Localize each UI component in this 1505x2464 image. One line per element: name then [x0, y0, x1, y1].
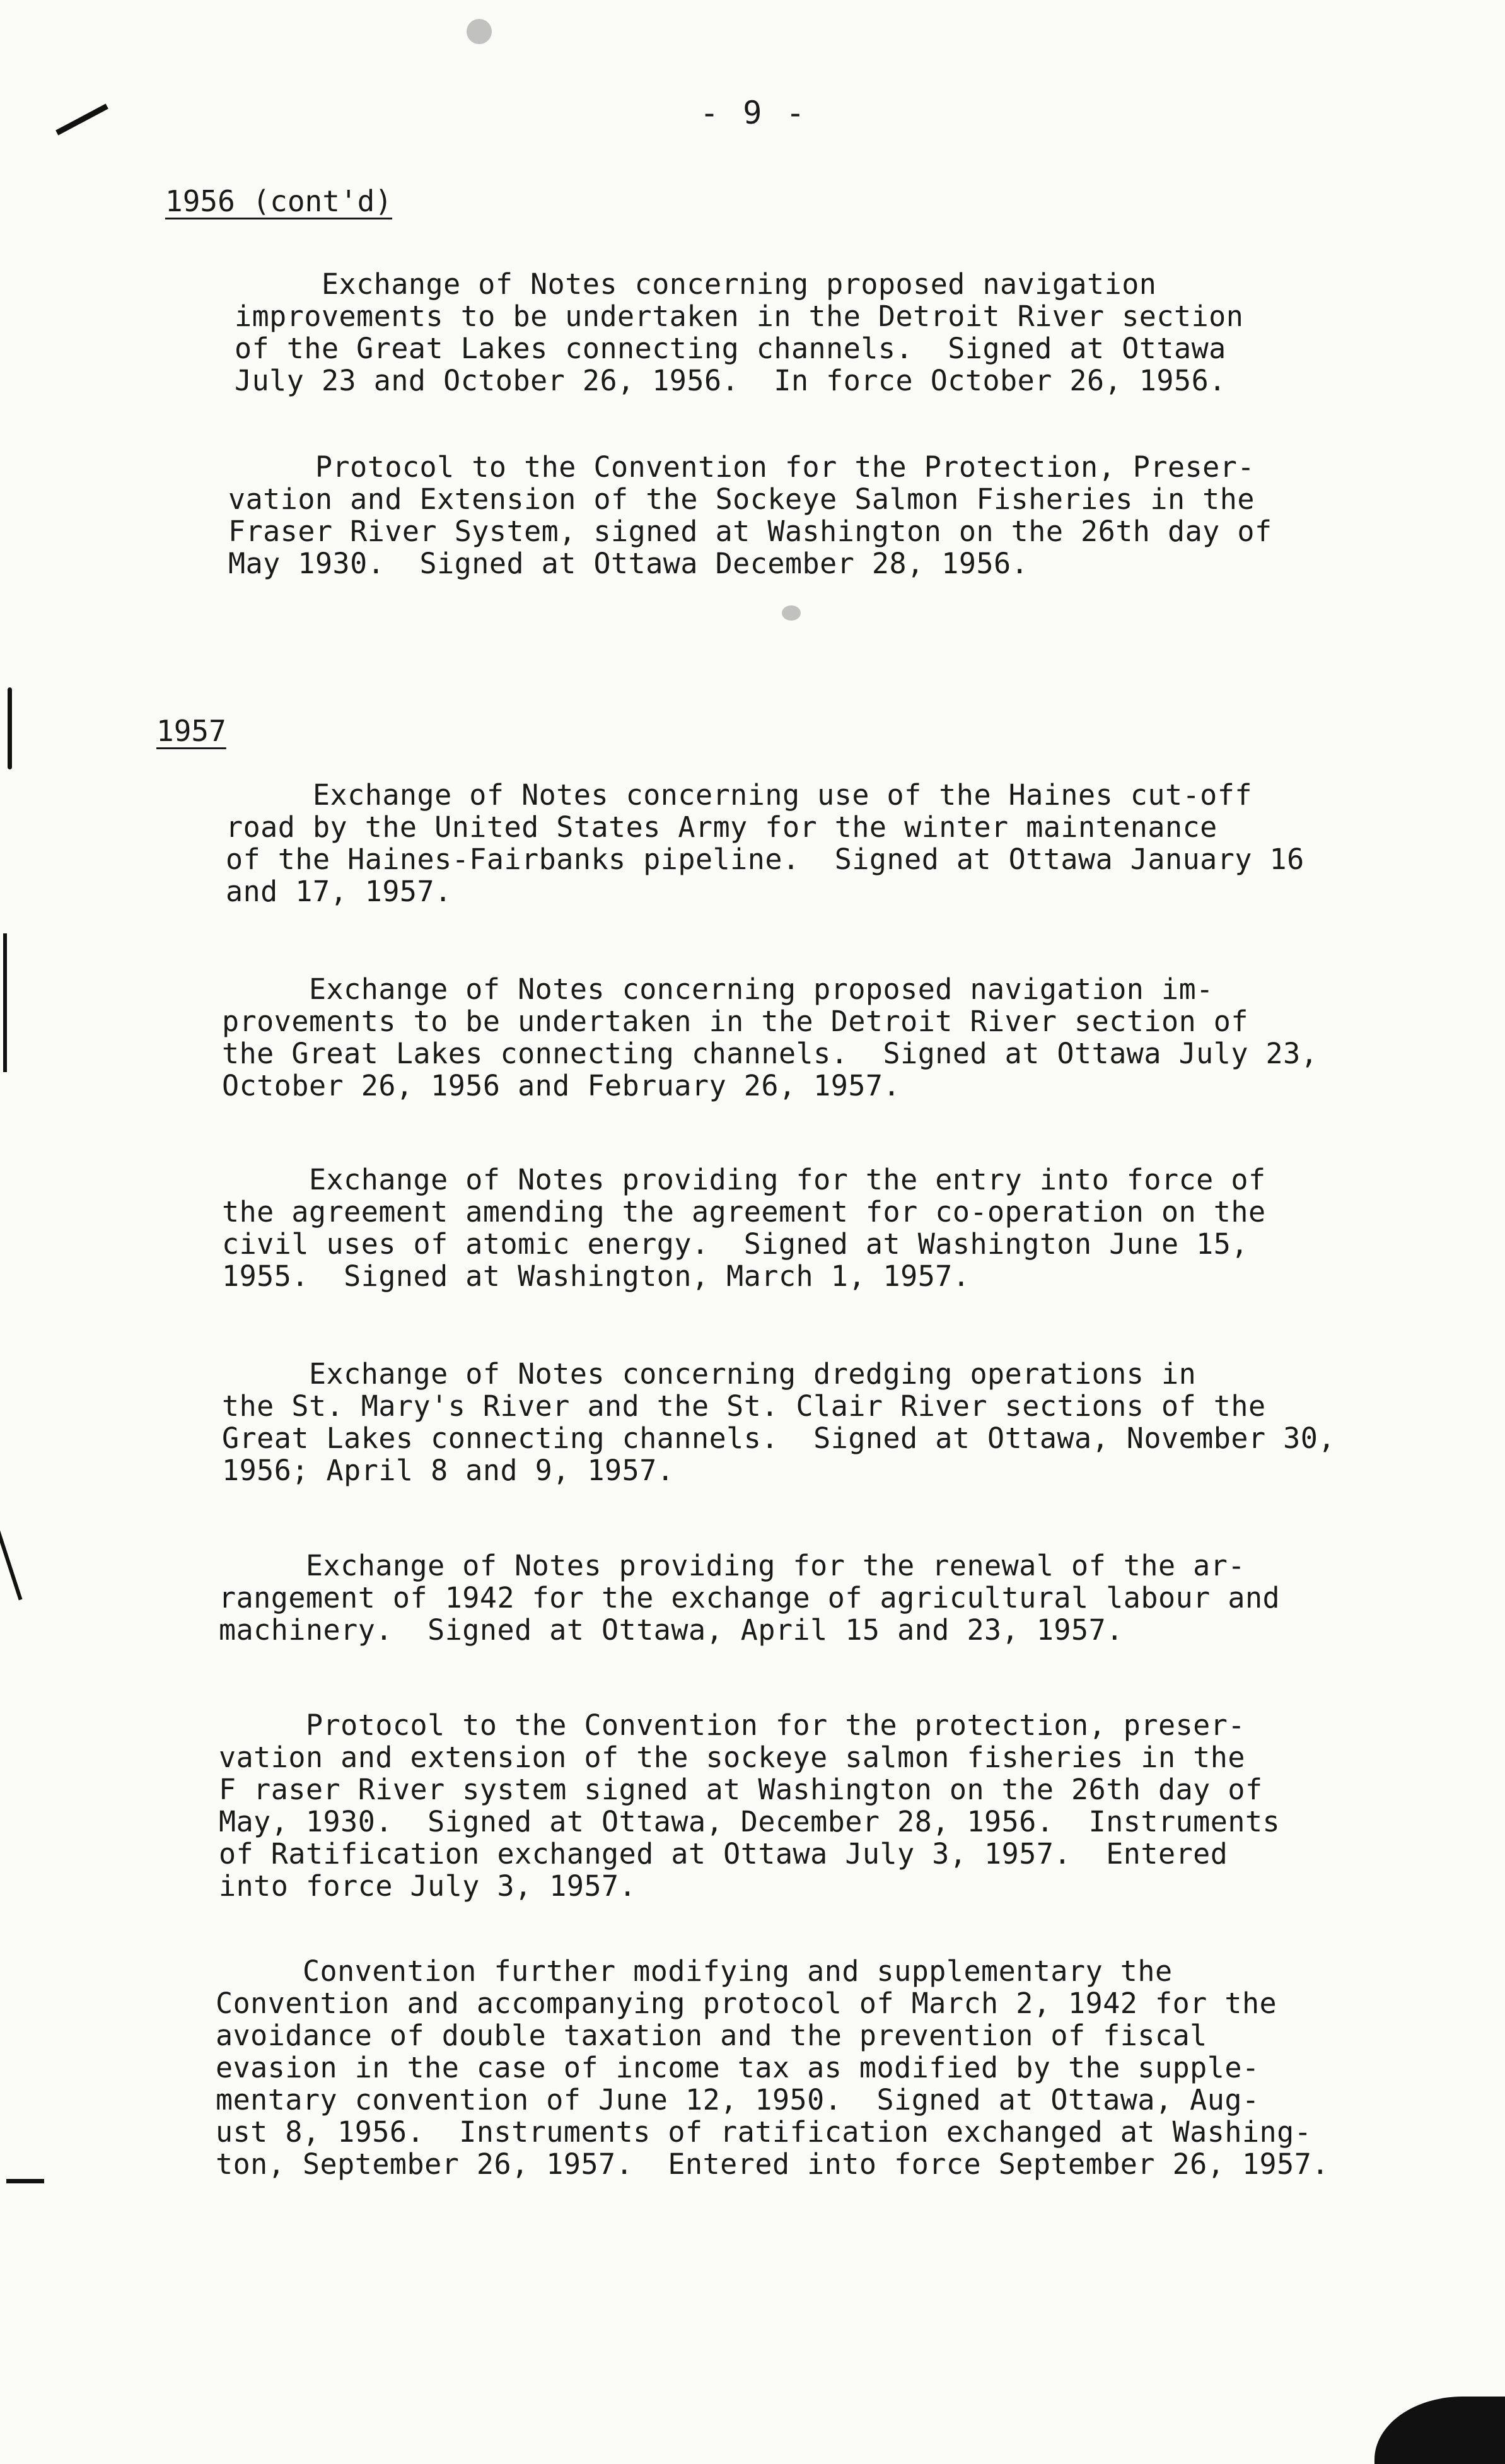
treaty-entry: Exchange of Notes providing for the renewal of the ar- rangement of 1942 for the exchange of agricultural labour and machinery. Signed at Ottawa, April 15 and 23, 1957.	[219, 1549, 1281, 1647]
page-number: - 9 -	[700, 95, 808, 131]
treaty-entry: Convention further modifying and supplementary the Convention and accompanying protocol of March 2, 1942 for the avoidance of double taxation and the prevention of fiscal evasion in the case of income tax as modified by the supple- mentary convention of June 12, 1950. Signed at Ottawa, Aug- ust 8, 1956. Instruments of ratification exchanged at Washing- ton, September 26, 1957. Entered into force September 26, 1957.	[216, 1954, 1329, 2181]
scan-mark-left-4	[6, 2179, 44, 2183]
scan-speckle	[467, 19, 492, 44]
treaty-entry: Exchange of Notes providing for the entry into force of the agreement amending the agreement for co-operation on the civil uses of atomic energy. Signed at Washington June 15, 1955. Signed at Washington, March 1, 1957.	[222, 1163, 1266, 1293]
treaty-entry: Exchange of Notes concerning proposed navigation improvements to be undertaken in the Detroit River section of the Great Lakes connecting channels. Signed at Ottawa July 23 and October 26, 1956. In force October 26, 1956.	[235, 267, 1244, 397]
scan-speckle	[782, 605, 801, 621]
scan-mark-left-1	[8, 687, 12, 769]
treaty-entry: Protocol to the Convention for the Protection, Preser- vation and Extension of the Sockeye Salmon Fisheries in the Fraser River System, signed at Washington on the 26th day of May 1930. Signed at Ottawa December 28, 1956.	[228, 450, 1272, 580]
scan-mark-left-3	[0, 1515, 22, 1600]
treaty-entry: Exchange of Notes concerning dredging operations in the St. Mary's River and the St. Clair River sections of the Great Lakes connecting channels. Signed at Ottawa, November 30, 1956; April 8 and 9, 1957.	[222, 1357, 1335, 1487]
scan-mark-top-left	[55, 103, 108, 135]
scan-mark-left-2	[3, 933, 7, 1072]
treaty-entry: Protocol to the Convention for the protection, preser- vation and extension of the sockeye salmon fisheries in the F raser River system signed at Washington on the 26th day of May, 1930. Signed at Ottawa, December 28, 1956. Instruments of Ratification exchanged at Ottawa July 3, 1957. Entered into force July 3, 1957.	[219, 1708, 1281, 1903]
section-heading-1956: 1956 (cont'd)	[165, 184, 393, 218]
scan-mark-bottom-right	[1374, 2397, 1505, 2464]
section-heading-1957: 1957	[156, 714, 226, 748]
treaty-entry: Exchange of Notes concerning use of the Haines cut-off road by the United States Army for the winter maintenance of the Haines-Fairbanks pipeline. Signed at Ottawa January 16 and 17, 1957.	[226, 778, 1305, 908]
treaty-entry: Exchange of Notes concerning proposed navigation im- provements to be undertaken in the Detroit River section of the Great Lakes connecting channels. Signed at Ottawa July 23, October 26, 1956 and February 26, 1957.	[222, 972, 1318, 1102]
